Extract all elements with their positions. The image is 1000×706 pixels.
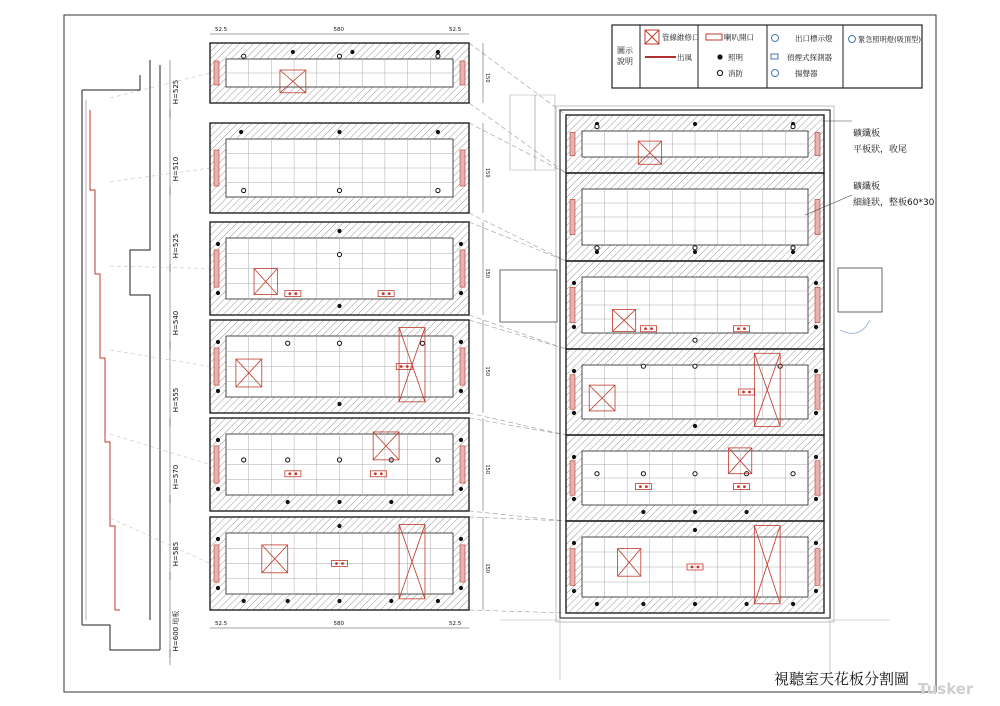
air-slot-right	[460, 348, 465, 385]
projection-top	[469, 222, 566, 261]
light-fixture	[337, 130, 341, 134]
light-fixture	[459, 291, 463, 295]
section-level-label: H=600 地板	[172, 610, 180, 652]
light-fixture	[337, 229, 341, 233]
legend-supply-air: 出風	[677, 53, 692, 62]
light-fixture	[693, 528, 697, 532]
light-fixture	[389, 500, 393, 504]
sprinkler-head	[436, 54, 440, 58]
light-fixture	[216, 389, 220, 393]
dim-depth: 150	[484, 268, 490, 279]
dim-edge-right: 52.5	[449, 621, 462, 627]
projection-top	[469, 43, 566, 115]
light-fixture	[745, 602, 749, 606]
light-fixture	[337, 524, 341, 528]
speaker-opening-dot1	[400, 365, 403, 368]
speaker-opening-dot1	[288, 472, 291, 475]
sprinkler-head	[693, 364, 697, 368]
sprinkler-head	[693, 472, 697, 476]
air-slot-left	[214, 348, 219, 385]
air-slot-left	[570, 287, 575, 322]
sprinkler-head	[286, 341, 290, 345]
projection-bottom	[469, 511, 566, 521]
legend-box	[612, 25, 922, 88]
speaker-opening-dot2	[388, 292, 391, 295]
sprinkler-head	[595, 472, 599, 476]
light-fixture	[814, 411, 818, 415]
section-level-label: H=585	[172, 541, 180, 567]
air-slot-right	[460, 250, 465, 287]
dim-span: 580	[333, 27, 344, 33]
light-fixture	[239, 130, 243, 134]
speaker-opening-dot2	[743, 485, 746, 488]
speaker-opening-dot2	[294, 472, 297, 475]
light-fixture	[216, 586, 220, 590]
light-fixture	[693, 250, 697, 254]
speaker-opening-dot2	[743, 327, 746, 330]
light-fixture	[337, 402, 341, 406]
light-fixture	[572, 325, 576, 329]
air-slot-left	[214, 61, 219, 85]
light-fixture	[641, 602, 645, 606]
light-fixture	[337, 599, 341, 603]
light-fixture	[693, 510, 697, 514]
speaker-opening-dot1	[691, 566, 694, 569]
riser-outline	[510, 95, 555, 170]
section-level-label: H=510	[172, 156, 180, 182]
speaker-opening-dot1	[737, 485, 740, 488]
wall-section-view	[82, 60, 180, 665]
exploded-ceiling-panels	[210, 27, 490, 628]
projection-top	[469, 320, 566, 349]
legend-smoke-detector: 偵煙式探測器	[787, 53, 832, 62]
light-fixture	[791, 250, 795, 254]
light-fixture	[242, 599, 246, 603]
note-1-line-2: 平板狀，收尾	[853, 145, 908, 155]
light-fixture	[216, 340, 220, 344]
light-fixture	[814, 497, 818, 501]
speaker-opening-dot2	[650, 327, 653, 330]
speaker-opening-dot2	[697, 566, 700, 569]
speaker-opening-dot2	[748, 391, 751, 394]
light-fixture	[572, 411, 576, 415]
speaker-opening-dot2	[294, 292, 297, 295]
section-level-label: H=555	[172, 387, 180, 413]
light-fixture	[459, 487, 463, 491]
dim-depth: 150	[484, 464, 490, 475]
sprinkler-head	[693, 246, 697, 250]
air-slot-left	[570, 199, 575, 234]
speaker-opening-dot1	[288, 292, 291, 295]
light-fixture	[459, 389, 463, 393]
room-ceiling-plan	[500, 95, 890, 680]
sprinkler-head	[337, 341, 341, 345]
air-slot-right	[460, 545, 465, 582]
light-fixture	[286, 599, 290, 603]
light-fixture	[814, 589, 818, 593]
sprinkler-head	[595, 125, 599, 129]
drawing-title: 視聽室天花板分割圖	[774, 670, 910, 688]
light-fixture	[286, 500, 290, 504]
note-2-line-1: 礦纖板	[853, 182, 881, 192]
light-fixture	[595, 250, 599, 254]
section-level-label: H=570	[172, 464, 180, 490]
projection-bottom	[469, 213, 566, 261]
air-slot-left	[570, 132, 575, 155]
air-slot-left	[214, 446, 219, 483]
air-slot-left	[570, 461, 575, 495]
dim-span: 580	[333, 621, 344, 627]
light-fixture	[791, 602, 795, 606]
legend-access-panel: 管線維修口	[662, 33, 700, 42]
light-fixture	[216, 537, 220, 541]
light-fixture	[693, 122, 697, 126]
light-fixture	[572, 369, 576, 373]
section-level-label: H=525	[172, 233, 180, 259]
light-fixture	[350, 50, 354, 54]
sprinkler-head	[337, 458, 341, 462]
light-fixture	[436, 50, 440, 54]
light-fixture	[459, 586, 463, 590]
light-fixture	[389, 599, 393, 603]
light-fixture	[595, 602, 599, 606]
legend-heading: 圖示	[617, 46, 633, 55]
dim-depth: 150	[484, 73, 490, 83]
equipment-box-left	[500, 270, 557, 322]
legend-heading-2: 說明	[617, 57, 633, 66]
sprinkler-head	[791, 246, 795, 250]
projection-top	[469, 123, 566, 173]
section-wall-right	[82, 65, 160, 650]
light-fixture	[641, 510, 645, 514]
projection-top	[469, 418, 566, 435]
light-fixture	[693, 424, 697, 428]
speaker-opening-dot2	[341, 562, 344, 565]
speaker-opening-dot1	[335, 562, 338, 565]
legend-lighting: 照明	[728, 53, 743, 62]
light-fixture	[572, 497, 576, 501]
speaker-opening-dot1	[639, 485, 642, 488]
light-fixture	[572, 589, 576, 593]
light-fixture	[459, 537, 463, 541]
dim-depth: 150	[484, 168, 490, 178]
projection-bottom	[469, 610, 566, 613]
air-slot-left	[214, 150, 219, 186]
light-fixture	[216, 242, 220, 246]
speaker-opening-dot1	[374, 472, 377, 475]
speaker-opening-dot2	[645, 485, 648, 488]
speaker-opening-dot2	[406, 365, 409, 368]
legend-exit-sign: 出口標示燈	[795, 34, 833, 43]
sprinkler-head	[242, 188, 246, 192]
air-slot-left	[214, 545, 219, 582]
air-slot-left	[570, 549, 575, 586]
light-fixture	[572, 455, 576, 459]
light-fixture	[814, 325, 818, 329]
dim-depth: 150	[484, 563, 490, 574]
sprinkler-head	[242, 54, 246, 58]
dim-edge-left: 52.5	[215, 621, 228, 627]
sprinkler-head	[436, 188, 440, 192]
light-fixture	[436, 599, 440, 603]
legend-sprinkler: 消防	[728, 69, 743, 78]
speaker-opening-dot2	[380, 472, 383, 475]
light-fixture	[814, 455, 818, 459]
sprinkler-head	[337, 54, 341, 58]
speaker-opening-dot1	[382, 292, 385, 295]
note-2-line-2: 細縫狀，整板60*30	[853, 198, 935, 208]
air-slot-right	[815, 549, 820, 586]
section-level-label: H=540	[172, 310, 180, 336]
air-slot-right	[460, 61, 465, 85]
light-fixture	[693, 602, 697, 606]
section-column	[130, 60, 150, 620]
light-fixture	[216, 438, 220, 442]
projection-top	[469, 517, 566, 521]
air-slot-right	[815, 461, 820, 495]
sprinkler-head	[337, 188, 341, 192]
air-slot-right	[815, 132, 820, 155]
air-slot-left	[214, 250, 219, 287]
sprinkler-head	[436, 458, 440, 462]
sprinkler-head	[286, 458, 290, 462]
projection-bottom	[469, 103, 566, 173]
sprinkler-head	[641, 472, 645, 476]
note-1-line-1: 礦纖板	[853, 129, 881, 139]
sprinkler-head	[420, 341, 424, 345]
air-slot-right	[460, 150, 465, 186]
light-fixture	[337, 500, 341, 504]
sprinkler-head	[595, 246, 599, 250]
light-fixture	[572, 541, 576, 545]
speaker-opening-dot1	[737, 327, 740, 330]
light-fixture	[216, 487, 220, 491]
air-slot-right	[815, 199, 820, 234]
sprinkler-head	[242, 458, 246, 462]
dim-depth: 150	[484, 366, 490, 377]
light-fixture	[291, 50, 295, 54]
light-fixture	[459, 242, 463, 246]
light-fixture	[814, 281, 818, 285]
air-slot-left	[570, 375, 575, 409]
speaker-opening-dot1	[742, 391, 745, 394]
light-fixture	[216, 291, 220, 295]
light-fixture	[814, 369, 818, 373]
dim-edge-left: 52.5	[215, 27, 228, 33]
ceiling-step-profile	[90, 110, 120, 610]
light-fixture	[745, 510, 749, 514]
light-fixture	[814, 541, 818, 545]
light-fixture	[436, 130, 440, 134]
door-swing	[840, 320, 870, 333]
sprinkler-head	[791, 472, 795, 476]
light-fixture	[459, 340, 463, 344]
light-fixture	[459, 438, 463, 442]
sprinkler-head	[337, 252, 341, 256]
speaker-opening-dot1	[644, 327, 647, 330]
sprinkler-head	[693, 338, 697, 342]
air-slot-right	[460, 446, 465, 483]
legend-emergency-light: 緊急照明燈(吸頂型)	[858, 35, 922, 44]
sprinkler-head	[641, 364, 645, 368]
light-fixture	[572, 281, 576, 285]
projection-bottom	[469, 413, 566, 435]
sprinkler-head	[791, 125, 795, 129]
watermark-text: Tusker	[918, 680, 974, 698]
lighting-icon	[717, 54, 722, 59]
light-fixture	[337, 304, 341, 308]
air-slot-right	[815, 287, 820, 322]
legend-speaker: 揚聲器	[795, 69, 818, 78]
legend-speaker-opening: 喇叭開口	[724, 33, 754, 42]
air-slot-right	[815, 375, 820, 409]
dim-edge-right: 52.5	[449, 27, 462, 33]
equipment-box-right	[838, 268, 882, 312]
section-level-label: H=525	[172, 79, 180, 105]
